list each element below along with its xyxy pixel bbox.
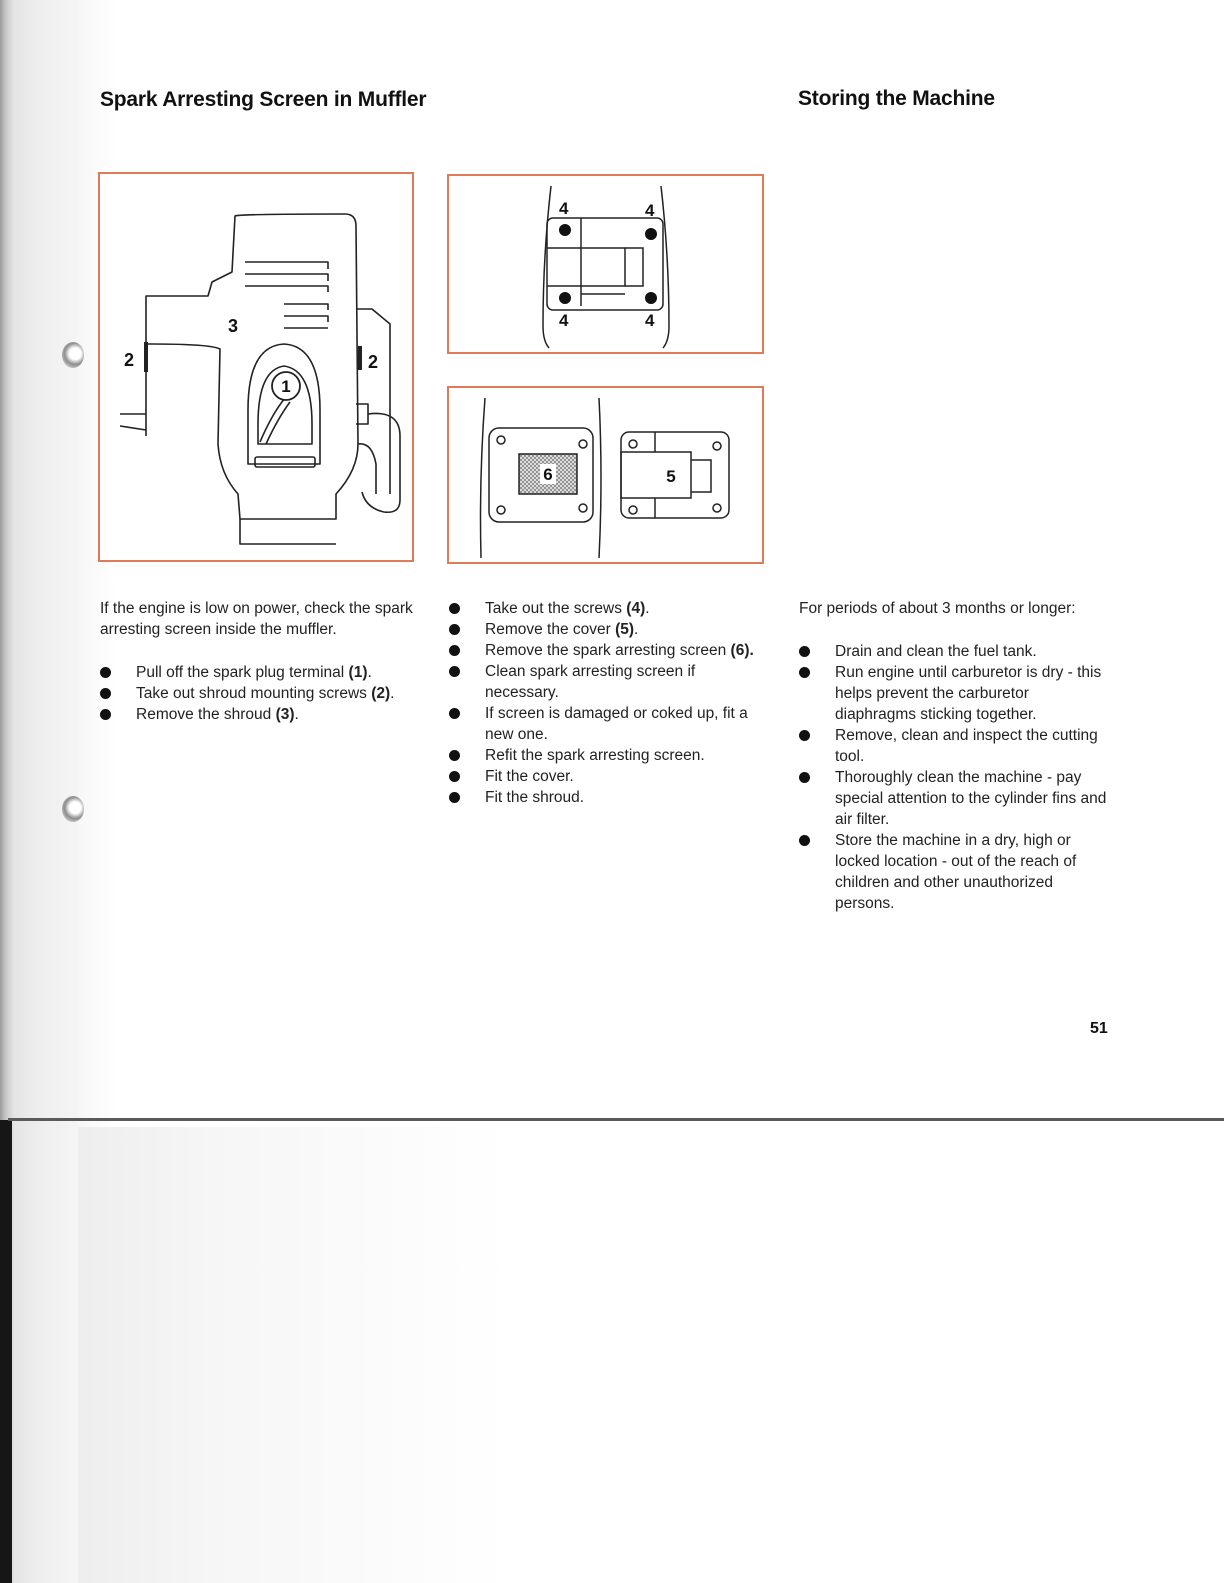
list-item (449, 703, 759, 745)
bullet-icon (449, 792, 460, 803)
punch-hole-icon (62, 796, 84, 822)
figure-screen-cover (447, 386, 764, 564)
callout-3-label: 3 (228, 316, 239, 336)
callout-2-left-label: 2 (124, 350, 135, 370)
list-item (100, 704, 420, 725)
list-item (449, 745, 759, 766)
step-text: Fit the cover. (485, 768, 574, 785)
step-text: Run engine until carburetor is dry - this helps prevent the carburetor diaphragms sticking together. (835, 664, 1102, 723)
step-text: Thoroughly clean the machine - pay special attention to the cylinder fins and air filter. (835, 769, 1107, 828)
right-steps-list (799, 641, 1109, 914)
step-ref: (3) (275, 706, 295, 723)
punch-hole-icon (62, 342, 84, 368)
lower-sheet (12, 1127, 1224, 1583)
list-item (799, 641, 1109, 662)
list-item (449, 661, 759, 703)
list-item (100, 662, 420, 683)
step-tail: . (294, 706, 299, 723)
bullet-icon (799, 772, 810, 783)
callout-4-bottom-right: 4 (645, 311, 655, 330)
step-text: Remove, clean and inspect the cutting tool. (835, 727, 1098, 765)
bullet-icon (799, 667, 810, 678)
step-ref: (5) (615, 621, 635, 638)
page-number: 51 (1090, 1020, 1108, 1037)
step-ref: (2) (371, 685, 391, 702)
bullet-icon (799, 646, 810, 657)
left-steps-list (100, 662, 420, 725)
list-item (799, 830, 1109, 914)
step-text: Remove the spark arresting screen (485, 642, 731, 659)
list-item (449, 619, 759, 640)
bullet-icon (100, 688, 111, 699)
step-tail: . (634, 621, 639, 638)
screw-icon (559, 292, 571, 304)
step-text: Refit the spark arresting screen. (485, 747, 705, 764)
screw-icon (645, 292, 657, 304)
step-text: Store the machine in a dry, high or locked location - out of the reach of children and other unauthorized persons. (835, 832, 1077, 912)
callout-4-bottom-left: 4 (559, 311, 569, 330)
step-text: Clean spark arresting screen if necessary. (485, 663, 696, 701)
step-tail: . (390, 685, 395, 702)
right-intro: For periods of about 3 months or longer: (799, 600, 1076, 617)
step-ref: (6). (730, 642, 754, 659)
bullet-icon (449, 750, 460, 761)
bullet-icon (799, 730, 810, 741)
step-tail: . (645, 600, 650, 617)
bullet-icon (100, 667, 111, 678)
list-item (100, 683, 420, 704)
callout-4-top-right: 4 (645, 201, 655, 220)
step-text: If screen is damaged or coked up, fit a new one. (485, 705, 748, 743)
binder-edge (0, 1120, 12, 1583)
list-item (449, 640, 759, 661)
spark-screen-illustration (449, 388, 762, 562)
figure-cover-screws (447, 174, 764, 354)
step-tail: . (367, 664, 372, 681)
middle-column (449, 598, 759, 808)
step-text: Remove the shroud (136, 706, 276, 723)
callout-5-label: 5 (666, 467, 676, 486)
page-bottom-edge (8, 1118, 1224, 1121)
section-title-storing: Storing the Machine (798, 87, 995, 110)
bullet-icon (449, 666, 460, 677)
middle-steps-list (449, 598, 759, 808)
step-text: Take out the screws (485, 600, 627, 617)
callout-1-label: 1 (281, 377, 291, 396)
screw-icon (559, 224, 571, 236)
bullet-icon (449, 645, 460, 656)
muffler-cover-illustration (449, 176, 762, 352)
step-text: Take out shroud mounting screws (136, 685, 372, 702)
bullet-icon (100, 709, 111, 720)
figure-shroud (98, 172, 414, 562)
step-text: Fit the shroud. (485, 789, 585, 806)
callout-4-top-left: 4 (559, 199, 569, 218)
screw-icon (645, 228, 657, 240)
left-column (100, 598, 420, 725)
right-column (799, 598, 1109, 914)
step-text: Pull off the spark plug terminal (136, 664, 349, 681)
list-item (799, 725, 1109, 767)
engine-shroud-illustration (100, 174, 412, 560)
step-ref: (4) (626, 600, 646, 617)
bullet-icon (449, 603, 460, 614)
step-text: Drain and clean the fuel tank. (835, 643, 1037, 660)
bullet-icon (449, 624, 460, 635)
section-title-spark-arresting: Spark Arresting Screen in Muffler (100, 88, 427, 111)
bullet-icon (799, 835, 810, 846)
callout-2-right-label: 2 (368, 352, 379, 372)
left-intro: If the engine is low on power, check the spark arresting screen inside the muffler. (100, 600, 413, 638)
list-item (799, 662, 1109, 725)
bullet-icon (449, 708, 460, 719)
list-item (449, 787, 759, 808)
step-ref: (1) (348, 664, 368, 681)
list-item (449, 598, 759, 619)
bullet-icon (449, 771, 460, 782)
list-item (449, 766, 759, 787)
list-item (799, 767, 1109, 830)
callout-6-label: 6 (543, 465, 553, 484)
step-text: Remove the cover (485, 621, 616, 638)
